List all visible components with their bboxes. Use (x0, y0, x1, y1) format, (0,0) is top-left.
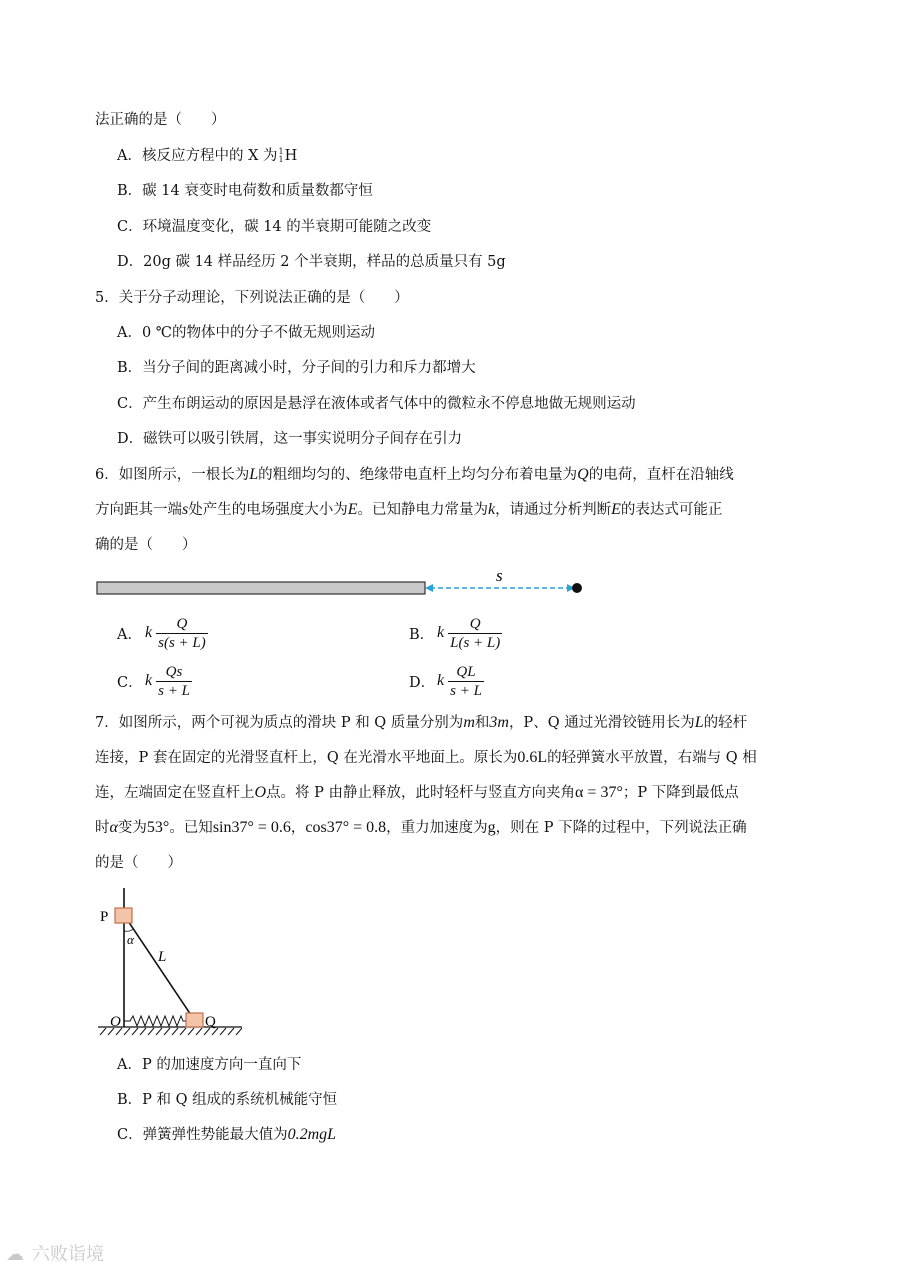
watermark: ☁ 六败诣境 (6, 1244, 104, 1265)
watermark-logo-icon: ☁ (6, 1244, 24, 1265)
q7-option-a: A．P 的加速度方向一直向下 (117, 1057, 302, 1073)
q6-option-b: B． k $\frac{Q}{L(s + L)}$ (409, 615, 501, 651)
q6-option-c: C． k $\frac{Qs}{s + L}$ (117, 663, 190, 699)
q4-option-d: D．20g 碳 14 样品经历 2 个半衰期，样品的总质量只有 5g (117, 254, 506, 270)
block-p (115, 908, 132, 923)
arrow-head-left (425, 584, 433, 592)
label-alpha: α (127, 932, 134, 947)
q7-option-c: C．弹簧弹性势能最大值为0.2mgL (117, 1126, 337, 1143)
q6-stem-line1: 6．如图所示，一根长为L的粗细均匀的、绝缘带电直杆上均匀分布着电量为Q的电荷，直杆在沿轴线 (95, 466, 734, 483)
q6-rod-figure (0, 565, 900, 605)
q7-slider-figure (90, 885, 250, 1045)
q5-option-c: C．产生布朗运动的原因是悬浮在液体或者气体中的微粒永不停息地做无规则运动 (117, 396, 636, 412)
q7-stem-line2: 连接，P 套在固定的光滑竖直杆上，Q 在光滑水平地面上。原长为0.6L的轻弹簧水平放置，右端与 Q 相 (95, 749, 757, 766)
light-rod (124, 915, 195, 1021)
q4-stem-tail: 法正确的是（ ） (95, 112, 226, 128)
charged-rod (97, 582, 425, 594)
field-point (572, 583, 582, 593)
q7-stem-line1: 7．如图所示，两个可视为质点的滑块 P 和 Q 质量分别为m和3m，P、Q 通过光滑铰链用长为L的轻杆 (95, 714, 748, 731)
block-q (186, 1013, 203, 1027)
q7-stem-line3: 连，左端固定在竖直杆上O点。将 P 由静止释放，此时轻杆与竖直方向夹角α = 37°；P 下降到最低点 (95, 784, 739, 801)
q5-stem: 5．关于分子动理论，下列说法正确的是（ ） (95, 290, 409, 306)
spring (124, 1016, 186, 1026)
label-o: O (110, 1014, 121, 1030)
q6-option-a: A． k $\frac{Q}{s(s + L)}$ (117, 615, 206, 651)
q4-option-a: A．核反应方程中的 X 为 1 1 H (117, 147, 298, 164)
q7-stem-line4: 时α变为53°。已知sin37° = 0.6，cos37° = 0.8，重力加速度为g，则在 P 下降的过程中，下列说法正确 (95, 819, 747, 836)
q4-option-b: B．碳 14 衰变时电荷数和质量数都守恒 (117, 183, 373, 199)
ground-hatching (100, 1028, 242, 1035)
q7-stem-line5: 的是（ ） (95, 855, 182, 871)
q7-option-b: B．P 和 Q 组成的系统机械能守恒 (117, 1092, 338, 1108)
label-p: P (100, 909, 109, 925)
angle-arc (124, 929, 133, 931)
q4-option-c: C．环境温度变化，碳 14 的半衰期可能随之改变 (117, 219, 432, 235)
q5-option-b: B．当分子间的距离减小时，分子间的引力和斥力都增大 (117, 360, 476, 376)
q6-option-d: D． k $\frac{QL}{s + L}$ (409, 663, 482, 699)
q6-stem-line2: 方向距其一端s处产生的电场强度大小为E。已知静电力常量为k，请通过分析判断E的表达式可能正 (95, 501, 723, 518)
q5-option-d: D．磁铁可以吸引铁屑，这一事实说明分子间存在引力 (117, 431, 463, 447)
q6-stem-line3: 确的是（ ） (95, 537, 197, 553)
label-l: L (158, 949, 167, 965)
s-label: s (496, 566, 503, 585)
q5-option-a: A．0 ℃的物体中的分子不做无规则运动 (117, 325, 376, 341)
label-q: Q (205, 1014, 216, 1030)
